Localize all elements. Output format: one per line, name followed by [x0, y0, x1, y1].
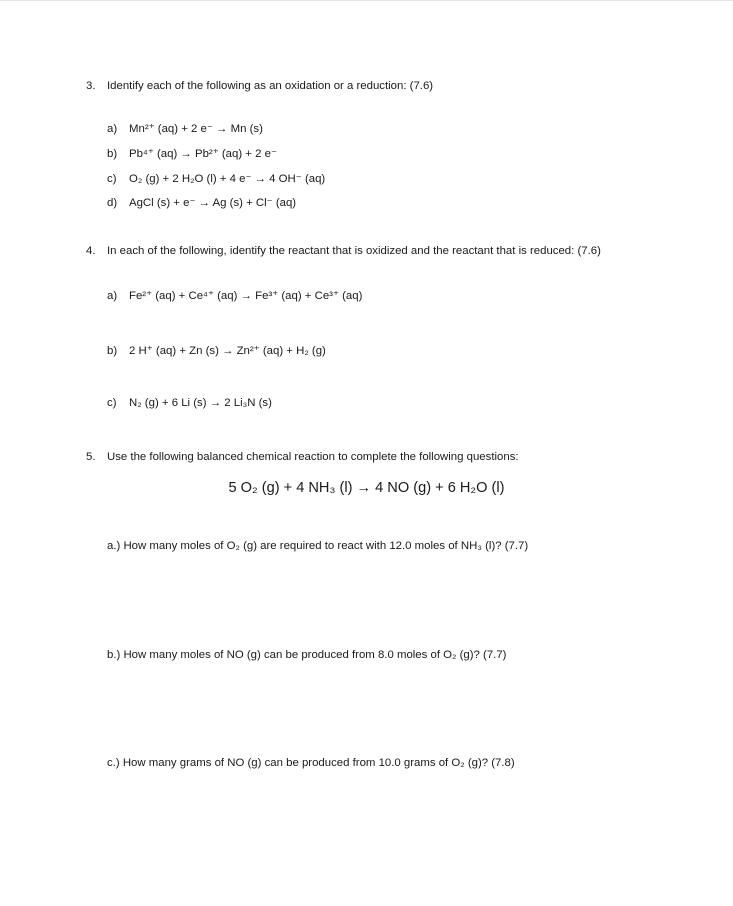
reaction-text: N₂ (g) + 6 Li (s) → 2 Li₃N (s) [129, 397, 272, 409]
reaction-text: Fe²⁺ (aq) + Ce⁴⁺ (aq) → Fe³⁺ (aq) + Ce³⁺ (aq) [129, 290, 363, 302]
question-number: 5. [86, 451, 96, 463]
balanced-equation: 5 O₂ (g) + 4 NH₃ (l) → 4 NO (g) + 6 H₂O (l) [228, 480, 505, 496]
item-letter: d) [107, 197, 118, 209]
item-letter: a) [107, 290, 118, 302]
item-letter: b) [107, 345, 118, 357]
question-text: Identify each of the following as an oxidation or a reduction: (7.6) [107, 80, 434, 92]
page-top-border [0, 0, 733, 1]
reaction-text: AgCl (s) + e⁻ → Ag (s) + Cl⁻ (aq) [129, 197, 297, 209]
item-letter: a) [107, 123, 118, 135]
reaction-text: Pb⁴⁺ (aq) → Pb²⁺ (aq) + 2 e⁻ [129, 148, 277, 160]
item-letter: c) [107, 397, 117, 409]
reaction-text: O₂ (g) + 2 H₂O (l) + 4 e⁻ → 4 OH⁻ (aq) [129, 173, 326, 185]
item-letter: b) [107, 148, 118, 160]
sub-question-text: b.) How many moles of NO (g) can be produced from 8.0 moles of O₂ (g)? (7.7) [107, 649, 507, 661]
question-number: 3. [86, 80, 96, 92]
question-text: Use the following balanced chemical reaction to complete the following questions: [107, 451, 519, 463]
reaction-text: Mn²⁺ (aq) + 2 e⁻ → Mn (s) [129, 123, 263, 135]
question-text: In each of the following, identify the reactant that is oxidized and the reactant that is reduced: (7.6) [107, 245, 601, 257]
sub-question-text: a.) How many moles of O₂ (g) are required to react with 12.0 moles of NH₃ (l)? (7.7) [107, 540, 529, 552]
question-number: 4. [86, 245, 96, 257]
reaction-text: 2 H⁺ (aq) + Zn (s) → Zn²⁺ (aq) + H₂ (g) [129, 345, 326, 357]
sub-question-text: c.) How many grams of NO (g) can be produced from 10.0 grams of O₂ (g)? (7.8) [107, 757, 515, 769]
item-letter: c) [107, 173, 117, 185]
